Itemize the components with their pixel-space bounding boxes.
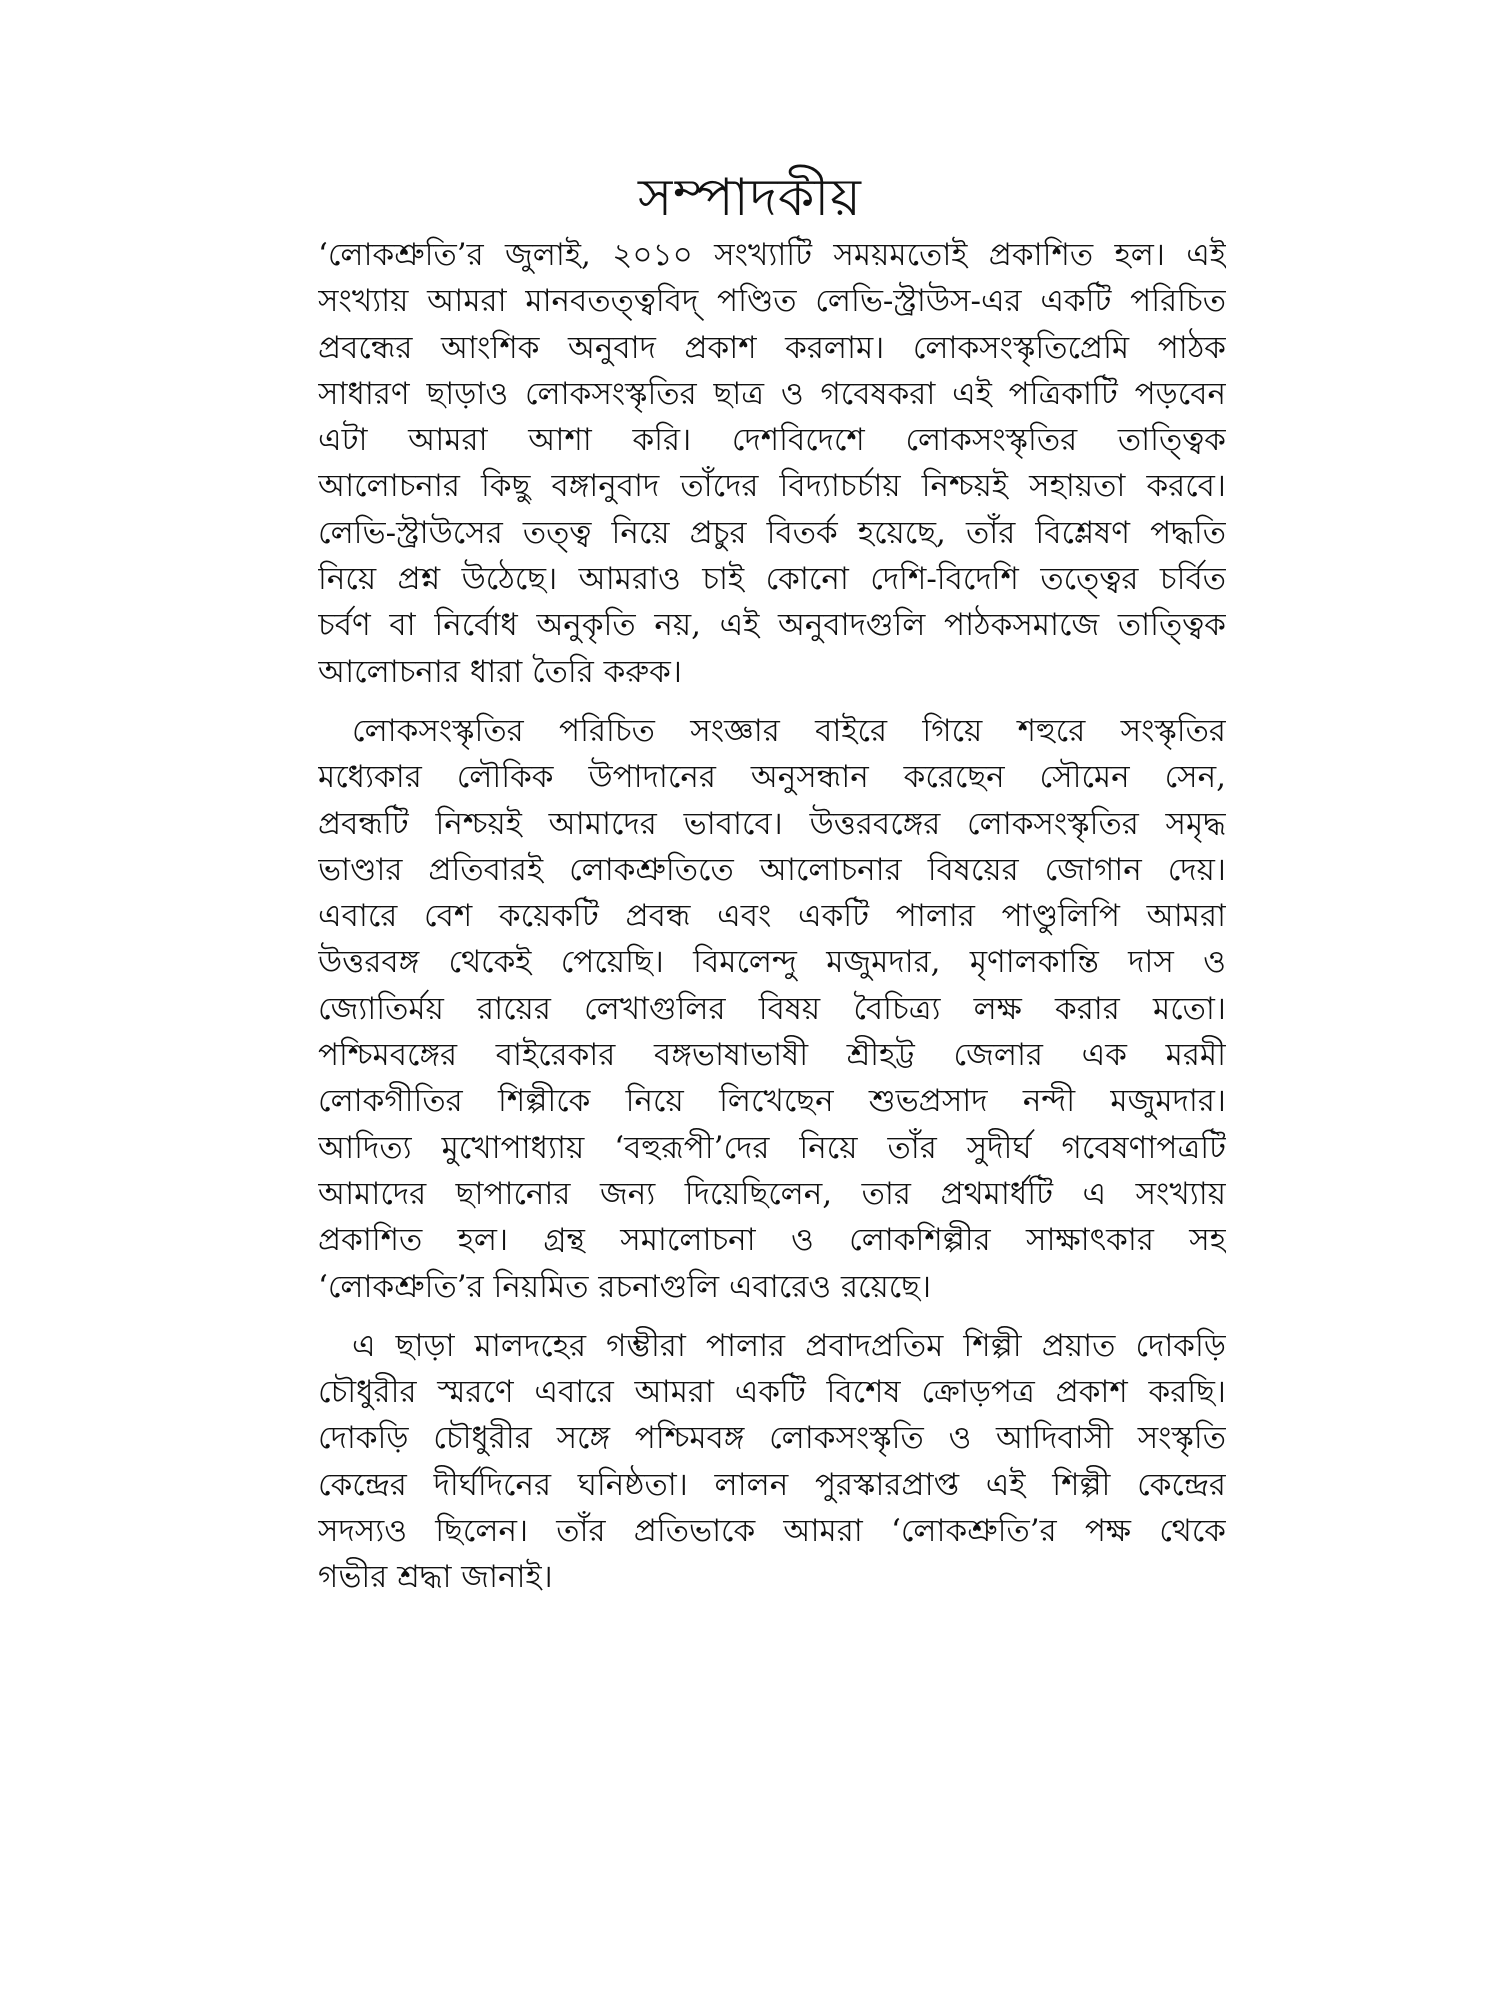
paragraph-2 [318,708,1226,1310]
text-line: গভীর শ্রদ্ধা জানাই। [318,1559,553,1596]
text-line: লোকগীতির শিল্পীকে নিয়ে লিখেছেন শুভপ্রসাদ নন্দী মজুমদার। [318,1083,1226,1120]
text-line: মধ্যেকার লৌকিক উপাদানের অনুসন্ধান করেছেন সৌমেন সেন, [318,759,1226,796]
page-title: সম্পাদকীয় [638,167,862,228]
text-line: আলোচনার ধারা তৈরি করুক। [318,653,682,690]
text-line: ‘লোকশ্রুতি’র জুলাই, ২০১০ সংখ্যাটি সময়মতোই প্রকাশিত হল। এই [318,237,1226,273]
text-line: আলোচনার কিছু বঙ্গানুবাদ তাঁদের বিদ্যাচর্চায় নিশ্চয়ই সহায়তা করবে। [318,468,1226,505]
text-line: প্রবন্ধটি নিশ্চয়ই আমাদের ভাবাবে। উত্তরবঙ্গের লোকসংস্কৃতির সমৃদ্ধ [318,805,1226,842]
paragraph-1 [318,232,1226,695]
text-line: চৌধুরীর স্মরণে এবারে আমরা একটি বিশেষ ক্রোড়পত্র প্রকাশ করছি। [318,1374,1226,1411]
text-line: ভাণ্ডার প্রতিবারই লোকশ্রুতিতে আলোচনার বিষয়ের জোগান দেয়। [318,851,1226,888]
editorial-body [318,232,1226,1601]
text-line: জ্যোতির্ময় রায়ের লেখাগুলির বিষয় বৈচিত্র্য লক্ষ করার মতো। [318,990,1226,1027]
text-line: আদিত্য মুখোপাধ্যায় ‘বহুরূপী’দের নিয়ে তাঁর সুদীর্ঘ গবেষণাপত্রটি [318,1129,1226,1166]
text-line: ‘লোকশ্রুতি’র নিয়মিত রচনাগুলি এবারেও রয়েছে। [318,1268,932,1305]
text-line: কেন্দ্রের দীর্ঘদিনের ঘনিষ্ঠতা। লালন পুরস্কারপ্রাপ্ত এই শিল্পী কেন্দ্রের [318,1466,1226,1503]
text-line: পশ্চিমবঙ্গের বাইরেকার বঙ্গভাষাভাষী শ্রীহট্ট জেলার এক মরমী [318,1037,1226,1074]
text-line: সদস্যও ছিলেন। তাঁর প্রতিভাকে আমরা ‘লোকশ্রুতি’র পক্ষ থেকে [318,1513,1226,1550]
text-line: চর্বণ বা নির্বোধ অনুকৃতি নয়, এই অনুবাদগুলি পাঠকসমাজে তাত্ত্বিক [318,607,1226,644]
text-line: প্রবন্ধের আংশিক অনুবাদ প্রকাশ করলাম। লোকসংস্কৃতিপ্রেমি পাঠক [318,329,1226,366]
text-line: দোকড়ি চৌধুরীর সঙ্গে পশ্চিমবঙ্গ লোকসংস্কৃতি ও আদিবাসী সংস্কৃতি [318,1420,1226,1457]
text-line: উত্তরবঙ্গ থেকেই পেয়েছি। বিমলেন্দু মজুমদার, মৃণালকান্তি দাস ও [318,944,1226,981]
text-line: সংখ্যায় আমরা মানবতত্ত্ববিদ্ পণ্ডিত লেভি-স্ট্রাউস-এর একটি পরিচিত [318,283,1226,320]
text-line: লেভি-স্ট্রাউসের তত্ত্ব নিয়ে প্রচুর বিতর্ক হয়েছে, তাঁর বিশ্লেষণ পদ্ধতি [318,514,1226,551]
text-line: এ ছাড়া মালদহের গম্ভীরা পালার প্রবাদপ্রতিম শিল্পী প্রয়াত দোকড়ি [352,1327,1226,1364]
text-line: সাধারণ ছাড়াও লোকসংস্কৃতির ছাত্র ও গবেষকরা এই পত্রিকাটি পড়বেন [318,375,1226,412]
paragraph-3 [318,1323,1226,1601]
text-line: নিয়ে প্রশ্ন উঠেছে। আমরাও চাই কোনো দেশি-বিদেশি তত্ত্বের চর্বিত [318,561,1226,598]
text-line: লোকসংস্কৃতির পরিচিত সংজ্ঞার বাইরে গিয়ে শহুরে সংস্কৃতির [352,712,1226,749]
text-line: এটা আমরা আশা করি। দেশবিদেশে লোকসংস্কৃতির তাত্ত্বিক [318,422,1226,459]
text-line: এবারে বেশ কয়েকটি প্রবন্ধ এবং একটি পালার পাণ্ডুলিপি আমরা [318,898,1226,935]
text-line: প্রকাশিত হল। গ্রন্থ সমালোচনা ও লোকশিল্পীর সাক্ষাৎকার সহ [318,1222,1226,1259]
text-line: আমাদের ছাপানোর জন্য দিয়েছিলেন, তার প্রথমার্ধটি এ সংখ্যায় [318,1175,1226,1212]
